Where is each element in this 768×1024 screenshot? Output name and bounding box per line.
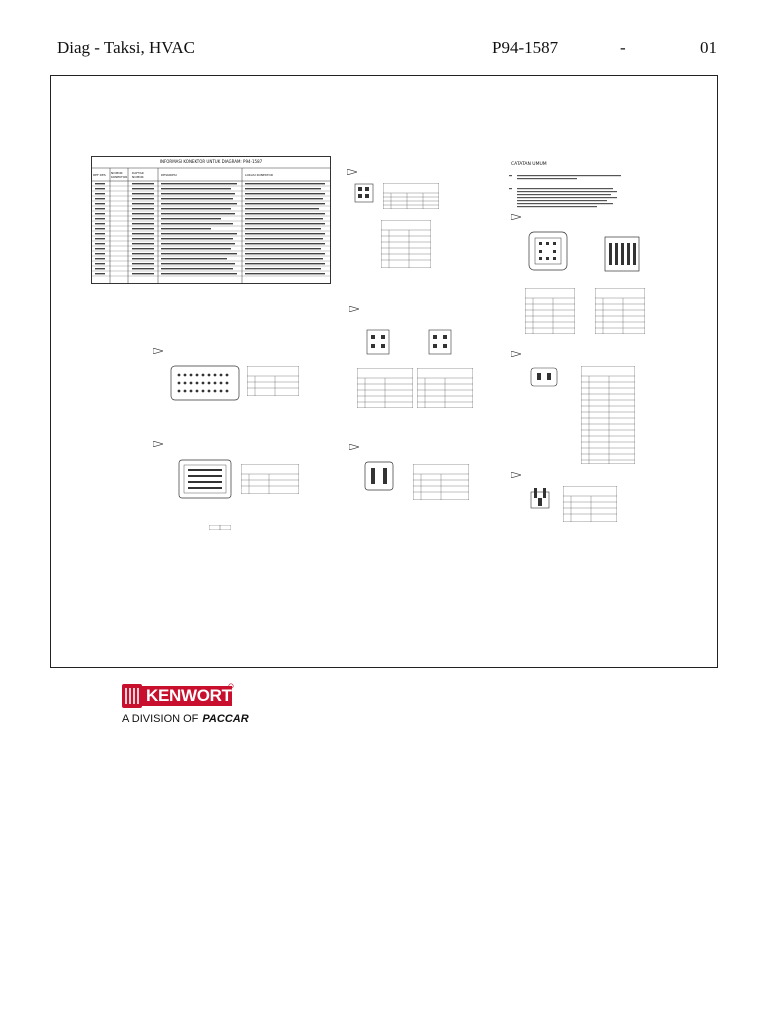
connector-drawing bbox=[361, 326, 395, 358]
pin-table bbox=[525, 288, 575, 334]
connector-drawing bbox=[423, 326, 457, 358]
arrow-marker-icon bbox=[347, 169, 357, 175]
arrow-marker-icon bbox=[349, 306, 359, 312]
connector-drawing bbox=[175, 456, 235, 502]
kenworth-logo bbox=[122, 682, 249, 727]
header-title: Diag - Taksi, HVAC bbox=[57, 38, 195, 57]
division-tagline bbox=[122, 709, 249, 727]
header-dash: - bbox=[620, 38, 626, 57]
col-description: DESKRIPSI bbox=[161, 173, 177, 177]
connector-drawing bbox=[359, 458, 399, 494]
pin-table bbox=[595, 288, 645, 334]
division-text: A DIVISION OF bbox=[122, 713, 199, 725]
arrow-marker-icon bbox=[153, 441, 163, 447]
col-list-number: DAFTAR NOMOR bbox=[132, 171, 144, 179]
general-notes-text bbox=[509, 171, 629, 221]
arrow-marker-icon bbox=[349, 444, 359, 450]
header-doc-number: P94-1587 bbox=[492, 38, 559, 57]
connector-drawing bbox=[527, 364, 561, 392]
col-ref-des: REF DES bbox=[93, 173, 106, 177]
pin-table bbox=[417, 368, 473, 408]
pin-table bbox=[413, 464, 469, 500]
connector-drawing bbox=[353, 182, 375, 206]
connector-drawing bbox=[525, 228, 571, 274]
arrow-marker-icon bbox=[511, 472, 521, 478]
annotation-box bbox=[209, 525, 231, 530]
header-page-number: 01 bbox=[700, 38, 717, 57]
kenworth-wordmark: KENWORTH bbox=[146, 686, 244, 705]
pin-table bbox=[247, 366, 299, 396]
arrow-marker-icon bbox=[153, 348, 163, 354]
main-table-title: INFORMASI KONEKTOR UNTUK DIAGRAM: P94-1587 bbox=[159, 159, 263, 164]
col-location: LOKASI KONEKTOR bbox=[245, 173, 273, 177]
main-connector-table bbox=[91, 156, 331, 284]
paccar-wordmark: PACCAR bbox=[202, 713, 249, 725]
general-notes-title: CATATAN UMUM bbox=[511, 162, 547, 167]
pin-table bbox=[581, 366, 635, 464]
arrow-marker-icon bbox=[511, 214, 521, 220]
connector-drawing bbox=[525, 484, 555, 514]
pin-table bbox=[381, 220, 431, 268]
pin-table bbox=[357, 368, 413, 408]
pin-table bbox=[383, 183, 439, 209]
pin-table bbox=[241, 464, 299, 494]
connector-drawing bbox=[599, 231, 645, 277]
connector-drawing bbox=[167, 362, 243, 406]
arrow-marker-icon bbox=[511, 351, 521, 357]
pin-table bbox=[563, 486, 617, 522]
diagram-frame bbox=[50, 75, 718, 668]
col-connector-number: NOMOR KONEKTOR bbox=[111, 171, 128, 179]
